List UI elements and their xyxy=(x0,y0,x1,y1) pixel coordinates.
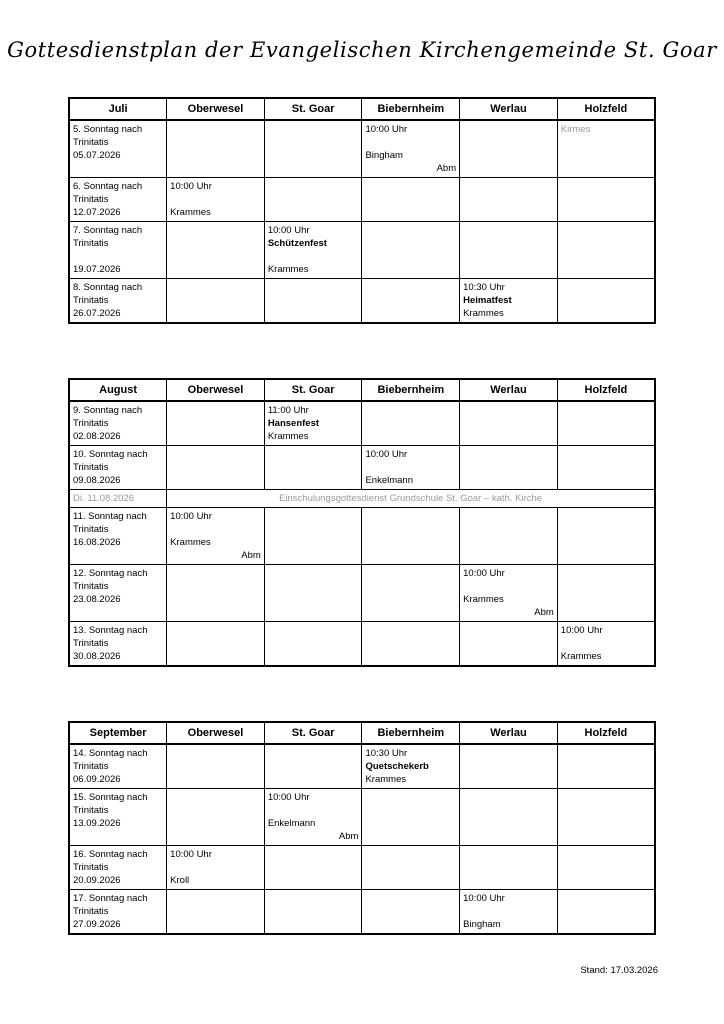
service-cell-oberwesel xyxy=(167,508,265,565)
note-row xyxy=(69,490,655,508)
service-cell-biebernheim xyxy=(362,846,460,890)
cell-line: 13.09.2026 xyxy=(73,818,121,829)
table-row xyxy=(69,279,655,324)
service-cell-stgoar xyxy=(264,846,362,890)
service-cell-holzfeld xyxy=(557,744,655,789)
column-header: St. Goar xyxy=(264,379,362,401)
column-header: Holzfeld xyxy=(557,379,655,401)
table-row xyxy=(69,120,655,178)
service-cell-biebernheim xyxy=(362,446,460,490)
service-cell-biebernheim xyxy=(362,565,460,622)
service-cell-holzfeld xyxy=(557,120,655,178)
service-cell-werlau xyxy=(460,401,558,446)
month-header: August xyxy=(69,379,167,401)
table-row xyxy=(69,565,655,622)
cell-line: 11:00 Uhr xyxy=(267,405,309,416)
date-cell xyxy=(69,401,167,446)
cell-line: 10:00 Uhr xyxy=(170,849,212,860)
cell-line: Abm xyxy=(534,607,554,618)
cell-line: Krammes xyxy=(267,431,309,442)
cell-line xyxy=(73,250,163,263)
cell-line xyxy=(268,804,359,817)
cell-line: Kroll xyxy=(170,875,190,886)
cell-line: 17. Sonntag nach xyxy=(73,893,148,904)
cell-line: Abm xyxy=(241,550,261,561)
cell-line: Enkelmann xyxy=(365,475,413,486)
service-cell-stgoar xyxy=(264,622,362,667)
cell-line: Krammes xyxy=(170,207,211,218)
service-cell-biebernheim xyxy=(362,401,460,446)
service-cell-biebernheim xyxy=(362,178,460,222)
month-header: Juli xyxy=(69,98,167,120)
cell-line: 16. Sonntag nach xyxy=(73,849,148,860)
table-row xyxy=(69,890,655,935)
cell-line: 7. Sonntag nach xyxy=(73,225,143,236)
cell-line xyxy=(170,523,261,536)
service-cell-werlau xyxy=(460,846,558,890)
cell-line: Trinitatis xyxy=(73,524,109,535)
cell-line: Trinitatis xyxy=(73,137,109,148)
service-cell-biebernheim xyxy=(362,279,460,324)
cell-line: Abm xyxy=(436,163,457,174)
cell-line: Trinitatis xyxy=(73,194,109,205)
cell-line: Heimatfest xyxy=(463,295,512,306)
cell-line: Krammes xyxy=(560,651,602,662)
cell-line: 10:00 Uhr xyxy=(267,792,310,803)
service-cell-biebernheim xyxy=(362,222,460,279)
cell-line: 10:00 Uhr xyxy=(170,181,212,192)
cell-line xyxy=(561,637,651,650)
cell-line: Trinitatis xyxy=(73,295,109,306)
service-cell-stgoar xyxy=(264,508,362,565)
cell-line: Schützenfest xyxy=(267,238,327,249)
cell-line: 10:30 Uhr xyxy=(463,282,505,293)
schedule-table-juli xyxy=(68,97,656,324)
date-cell xyxy=(69,846,167,890)
cell-line: Trinitatis xyxy=(73,238,109,249)
service-cell-oberwesel xyxy=(167,846,265,890)
service-cell-werlau xyxy=(460,446,558,490)
service-cell-biebernheim xyxy=(362,789,460,846)
service-cell-stgoar xyxy=(264,178,362,222)
date-cell xyxy=(69,565,167,622)
column-header: St. Goar xyxy=(264,98,362,120)
service-cell-stgoar xyxy=(264,279,362,324)
cell-line: 11. Sonntag nach xyxy=(73,511,147,522)
cell-line: 10:00 Uhr xyxy=(170,511,212,522)
cell-line: Krammes xyxy=(170,537,211,548)
cell-line: Trinitatis xyxy=(73,805,109,816)
table-row xyxy=(69,446,655,490)
date-cell xyxy=(69,446,167,490)
cell-line: Krammes xyxy=(267,264,309,275)
table-row xyxy=(69,222,655,279)
date-cell xyxy=(69,789,167,846)
cell-line xyxy=(268,250,359,263)
page-title: Gottesdienstplan der Evangelischen Kirchengemeinde St. Goar xyxy=(7,38,717,62)
cell-line: 02.08.2026 xyxy=(73,431,121,442)
cell-line: 26.07.2026 xyxy=(73,308,121,319)
column-header: Holzfeld xyxy=(557,98,655,120)
cell-line: 06.09.2026 xyxy=(73,774,121,785)
service-cell-werlau xyxy=(460,178,558,222)
cell-line: Trinitatis xyxy=(73,638,109,649)
service-cell-holzfeld xyxy=(557,846,655,890)
cell-line: Krammes xyxy=(365,774,407,785)
cell-line: 10:00 Uhr xyxy=(463,568,505,579)
cell-line: Quetschekerb xyxy=(365,761,429,772)
service-cell-oberwesel xyxy=(167,446,265,490)
column-header: Biebernheim xyxy=(362,722,460,744)
table-row xyxy=(69,622,655,667)
cell-line: 16.08.2026 xyxy=(73,537,121,548)
service-cell-oberwesel xyxy=(167,178,265,222)
column-header: Biebernheim xyxy=(362,98,460,120)
cell-line: Trinitatis xyxy=(73,462,109,473)
cell-line: 20.09.2026 xyxy=(73,875,121,886)
service-cell-stgoar xyxy=(264,120,362,178)
table-row xyxy=(69,178,655,222)
cell-line xyxy=(170,193,261,206)
cell-line: Hansenfest xyxy=(267,418,320,429)
cell-line: 27.09.2026 xyxy=(73,919,121,930)
service-cell-holzfeld xyxy=(557,279,655,324)
cell-line: 12. Sonntag nach xyxy=(73,568,148,579)
date-cell xyxy=(69,744,167,789)
service-cell-oberwesel xyxy=(167,565,265,622)
header-row xyxy=(69,98,655,120)
date-cell xyxy=(69,890,167,935)
service-cell-biebernheim xyxy=(362,120,460,178)
month-header: September xyxy=(69,722,167,744)
service-cell-oberwesel xyxy=(167,789,265,846)
service-cell-werlau xyxy=(460,890,558,935)
cell-line: Einschulungsgottesdienst Grundschule St. Goar – kath. Kirche xyxy=(279,493,543,504)
cell-line: Enkelmann xyxy=(267,818,316,829)
service-cell-oberwesel xyxy=(167,890,265,935)
date-cell xyxy=(69,222,167,279)
cell-line: 10:00 Uhr xyxy=(365,124,408,135)
cell-line: Trinitatis xyxy=(73,906,109,917)
date-cell xyxy=(69,508,167,565)
service-cell-stgoar xyxy=(264,744,362,789)
cell-line: Trinitatis xyxy=(73,418,109,429)
table-row xyxy=(69,744,655,789)
service-cell-werlau xyxy=(460,279,558,324)
cell-line: 30.08.2026 xyxy=(73,651,121,662)
cell-line: 10:00 Uhr xyxy=(560,625,603,636)
service-cell-stgoar xyxy=(264,890,362,935)
cell-line: Di. 11.08.2026 xyxy=(73,493,135,504)
column-header: Werlau xyxy=(460,98,558,120)
column-header: Oberwesel xyxy=(167,98,265,120)
cell-line: 19.07.2026 xyxy=(73,264,121,275)
cell-line: 5. Sonntag nach xyxy=(73,124,143,135)
date-cell xyxy=(69,120,167,178)
cell-line: 23.08.2026 xyxy=(73,594,121,605)
cell-line xyxy=(170,861,261,874)
service-cell-oberwesel xyxy=(167,622,265,667)
cell-line: Krammes xyxy=(463,308,504,319)
service-cell-holzfeld xyxy=(557,890,655,935)
cell-line: 15. Sonntag nach xyxy=(73,792,148,803)
cell-line: 10:30 Uhr xyxy=(365,748,408,759)
column-header: Oberwesel xyxy=(167,722,265,744)
header-row xyxy=(69,379,655,401)
cell-line: 09.08.2026 xyxy=(73,475,121,486)
service-cell-stgoar xyxy=(264,401,362,446)
service-cell-holzfeld xyxy=(557,446,655,490)
service-cell-werlau xyxy=(460,789,558,846)
schedule-tables xyxy=(68,97,656,989)
service-cell-werlau xyxy=(460,222,558,279)
header-row xyxy=(69,722,655,744)
cell-line: Trinitatis xyxy=(73,761,109,772)
column-header: Werlau xyxy=(460,379,558,401)
schedule-table-september xyxy=(68,721,656,935)
service-cell-werlau xyxy=(460,744,558,789)
service-cell-stgoar xyxy=(264,222,362,279)
service-cell-stgoar xyxy=(264,446,362,490)
cell-line: 12.07.2026 xyxy=(73,207,121,218)
service-cell-holzfeld xyxy=(557,401,655,446)
cell-line: Kirmes xyxy=(560,124,591,135)
cell-line: Abm xyxy=(338,831,359,842)
service-cell-holzfeld xyxy=(557,789,655,846)
table-row xyxy=(69,789,655,846)
cell-line xyxy=(463,580,554,593)
date-cell xyxy=(69,279,167,324)
cell-line xyxy=(463,905,554,918)
cell-line: 14. Sonntag nach xyxy=(73,748,148,759)
cell-line: Trinitatis xyxy=(73,581,109,592)
service-cell-oberwesel xyxy=(167,120,265,178)
service-cell-holzfeld xyxy=(557,178,655,222)
service-cell-oberwesel xyxy=(167,744,265,789)
service-cell-werlau xyxy=(460,565,558,622)
cell-line xyxy=(365,136,456,149)
service-cell-holzfeld xyxy=(557,508,655,565)
service-cell-holzfeld xyxy=(557,622,655,667)
service-cell-biebernheim xyxy=(362,508,460,565)
cell-line: Bingham xyxy=(365,150,403,161)
schedule-table-august xyxy=(68,378,656,667)
service-cell-oberwesel xyxy=(167,222,265,279)
service-cell-stgoar xyxy=(264,789,362,846)
cell-line: 13. Sonntag nach xyxy=(73,625,148,636)
service-cell-biebernheim xyxy=(362,744,460,789)
cell-line: 6. Sonntag nach xyxy=(73,181,143,192)
cell-line: 9. Sonntag nach xyxy=(73,405,143,416)
column-header: Holzfeld xyxy=(557,722,655,744)
cell-line: 10. Sonntag nach xyxy=(73,449,148,460)
service-cell-stgoar xyxy=(264,565,362,622)
service-cell-biebernheim xyxy=(362,890,460,935)
cell-line: Bingham xyxy=(463,919,501,930)
service-cell-werlau xyxy=(460,508,558,565)
service-cell-oberwesel xyxy=(167,401,265,446)
service-cell-werlau xyxy=(460,622,558,667)
cell-line: 10:00 Uhr xyxy=(267,225,310,236)
cell-line: Trinitatis xyxy=(73,862,109,873)
cell-line: 10:00 Uhr xyxy=(365,449,408,460)
service-cell-werlau xyxy=(460,120,558,178)
column-header: Oberwesel xyxy=(167,379,265,401)
column-header: Werlau xyxy=(460,722,558,744)
service-cell-holzfeld xyxy=(557,565,655,622)
cell-line: 05.07.2026 xyxy=(73,150,121,161)
cell-line: 8. Sonntag nach xyxy=(73,282,143,293)
date-cell xyxy=(69,178,167,222)
column-header: St. Goar xyxy=(264,722,362,744)
cell-line: 10:00 Uhr xyxy=(463,893,505,904)
cell-line: Krammes xyxy=(463,594,504,605)
service-cell-oberwesel xyxy=(167,279,265,324)
date-cell xyxy=(69,622,167,667)
table-row xyxy=(69,846,655,890)
column-header: Biebernheim xyxy=(362,379,460,401)
service-cell-biebernheim xyxy=(362,622,460,667)
note-text-cell xyxy=(167,490,655,508)
stand-date: Stand: 17.03.2026 xyxy=(580,965,658,976)
table-row xyxy=(69,401,655,446)
table-row xyxy=(69,508,655,565)
cell-line xyxy=(365,461,456,474)
service-cell-holzfeld xyxy=(557,222,655,279)
note-date-cell xyxy=(69,490,167,508)
